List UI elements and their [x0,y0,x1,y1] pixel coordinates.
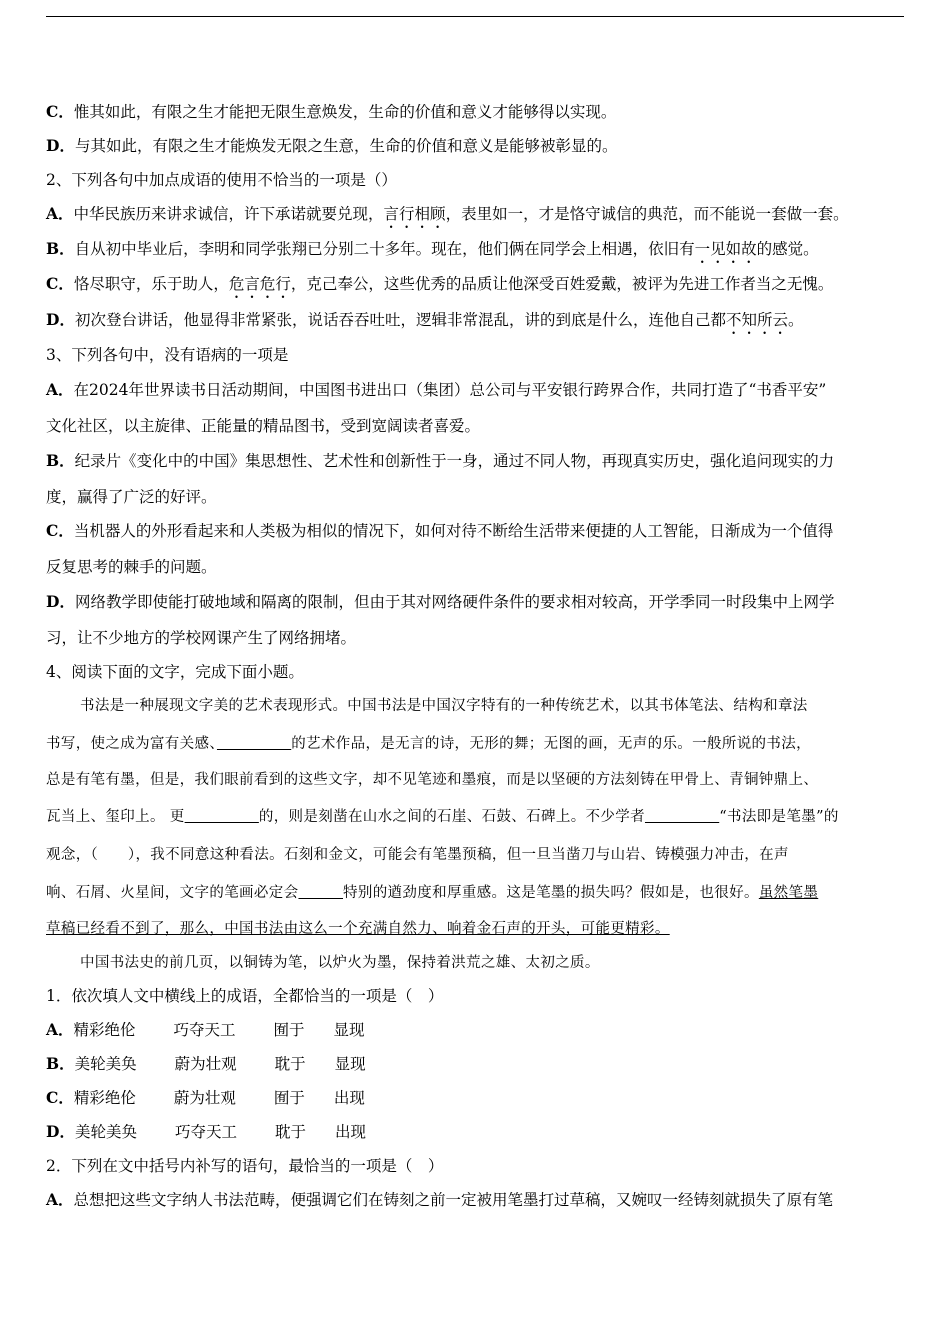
fill-blank [298,885,343,901]
dotted-idiom: 不知所云 [725,311,788,329]
q2-stem: 2、下列各句中加点成语的使用不恰当的一项是（） [46,171,397,189]
passage-line: 观念，（ ），我不同意这种看法。石刻和金文，可能会有笔墨预稿，但一旦当凿刀与山岩、铸模强力冲击，在声 [46,847,789,863]
q1-option-c: C．惟其如此，有限之生才能把无限生意焕发，生命的价值和意义才能够得以实现。 [46,102,617,121]
q2-option-b: B．自从初中毕业后，李明和同学张翔已分别二十多年。现在，他们俩在同学会上相遇，依旧有一见如故的感觉。 [46,239,819,258]
passage-line: 书写，使之成为富有关感、 的艺术作品，是无言的诗，无形的舞；无图的画，无声的乐。一般所说的书法， [46,736,811,752]
q2-option-c: C．恪尽职守，乐于助人，危言危行，克己奉公，这些优秀的品质让他深受百姓爱戴，被评为先进工作者当之无愧。 [46,274,834,293]
sub1-stem: 1．依次填人文中横线上的成语，全都恰当的一项是（ ） [46,987,444,1005]
sub2-option-a: A．总想把这些文字纳人书法范畴，便强调它们在铸刻之前一定被用笔墨打过草稿，又婉叹一经铸刻就损失了原有笔 [46,1190,834,1209]
underlined-sentence: 虽然笔墨 [758,885,819,901]
underlined-sentence: 草稿已经看不到了，那么，中国书法由这么一个充满自然力、响着金石声的开头，可能更精彩。 [46,921,670,937]
passage-line: 中国书法史的前几页，以铜铸为笔，以炉火为墨，保持着洪荒之雄、太初之质。 [80,955,600,971]
passage-line: 响、石屑、火星间，文字的笔画必定会 特别的遒劲度和厚重感。这是笔墨的损失吗？假如是，也很好。虽然笔墨 [46,885,819,901]
sub1-option-b: B．美轮美奂 蔚为壮观 耽于 显现 [46,1054,366,1073]
passage-line: 瓦当上、玺印上。 更 的，则是刻凿在山水之间的石崖、石鼓、石碑上。不少学者 “书法即是笔墨”的 [46,809,839,825]
q3-option-c-line2: 反复思考的棘手的问题。 [46,558,217,576]
fill-blank [645,809,719,825]
q3-option-a-line2: 文化社区，以主旋律、正能量的精品图书，受到宽阔读者喜爱。 [46,417,481,435]
q4-stem: 4、阅读下面的文字，完成下面小题。 [46,663,304,681]
dotted-idiom: 言行相顾 [383,205,446,223]
q2-option-d: D．初次登台讲话，他显得非常紧张，说话吞吞吐吐，逻辑非常混乱，讲的到底是什么，连他自己都不知所云。 [46,310,804,329]
q3-option-d-line2: 习，让不少地方的学校网课产生了网络拥堵。 [46,629,357,647]
q3-stem: 3、下列各句中，没有语病的一项是 [46,346,289,364]
sub1-option-c: C．精彩绝伦 蔚为壮观 囿于 出现 [46,1088,365,1107]
dotted-idiom: 危言危行 [228,275,291,293]
q3-option-b-line2: 度，赢得了广泛的好评。 [46,488,217,506]
passage-line: 总是有笔有墨，但是，我们眼前看到的这些文字，却不见笔迹和墨痕，而是以坚硬的方法刻铸在甲骨上、青铜钟鼎上、 [46,772,819,788]
q3-option-a-line1: A．在2024年世界读书日活动期间，中国图书进出口（集团）总公司与平安银行跨界合作，共同打造了“书香平安” [46,380,827,399]
q1-option-d: D．与其如此，有限之生才能焕发无限之生意，生命的价值和意义是能够被彰显的。 [46,136,618,155]
fill-blank [217,736,291,752]
header-rule [46,16,904,17]
passage-line: 书法是一种展现文字美的艺术表现形式。中国书法是中国汉字特有的一种传统艺术，以其书体笔法、结构和章法 [80,698,808,714]
sub1-option-d: D．美轮美奂 巧夺天工 耽于 出现 [46,1122,366,1141]
sub2-stem: 2．下列在文中括号内补写的语句，最恰当的一项是（ ） [46,1157,444,1175]
q3-option-d-line1: D．网络教学即使能打破地域和隔离的限制，但由于其对网络硬件条件的要求相对较高，开学季同一时段集中上网学 [46,592,835,611]
fill-blank [185,809,259,825]
q3-option-c-line1: C．当机器人的外形看起来和人类极为相似的情况下，如何对待不断给生活带来便捷的人工智能，日渐成为一个值得 [46,521,834,540]
q2-option-a: A．中华民族历来讲求诚信，许下承诺就要兑现，言行相顾，表里如一，才是恪守诚信的典范，而不能说一套做一套。 [46,204,849,223]
sub1-option-a: A．精彩绝伦 巧夺天工 囿于 显现 [46,1020,365,1039]
q3-option-b-line1: B．纪录片《变化中的中国》集思想性、艺术性和创新性于一身，通过不同人物，再现真实历史，强化追问现实的力 [46,451,835,470]
dotted-idiom: 一见如故 [694,240,757,258]
